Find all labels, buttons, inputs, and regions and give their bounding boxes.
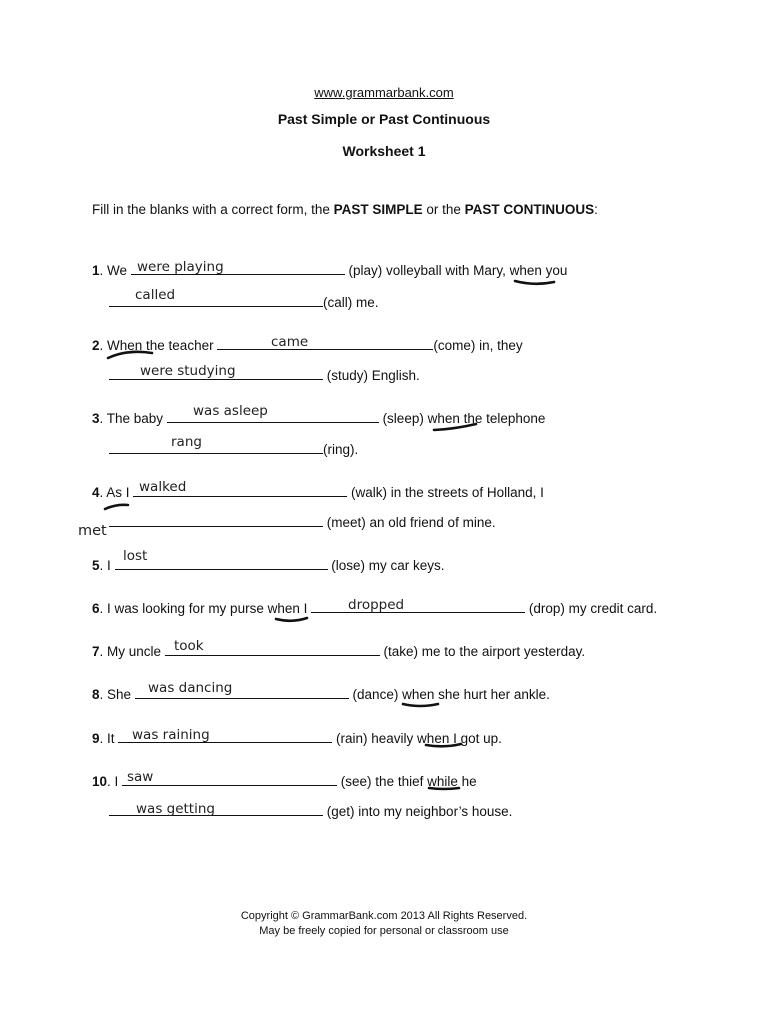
exercise-prompt: . We xyxy=(99,263,131,278)
underline-mark xyxy=(515,281,554,284)
worksheet-title: Past Simple or Past Continuous xyxy=(277,111,491,127)
exercise-number: 3 xyxy=(92,411,100,426)
worksheet-subtitle: Worksheet 1 xyxy=(342,143,426,159)
instructions-term-past-simple: PAST SIMPLE xyxy=(333,202,423,217)
exercise-7 xyxy=(92,643,585,659)
instructions-term-past-continuous: PAST CONTINUOUS xyxy=(464,202,595,217)
website-link[interactable]: www.grammarbank.com xyxy=(314,85,454,100)
exercise-prompt: (walk) in the streets of Holland, I xyxy=(347,485,544,500)
underline-mark xyxy=(276,618,307,621)
exercise-3-line-1 xyxy=(92,410,545,426)
exercise-number: 8 xyxy=(92,687,100,702)
exercise-prompt: . When the teacher xyxy=(99,338,218,353)
handwritten-answer: was raining xyxy=(132,727,210,743)
handwritten-answer: called xyxy=(135,287,176,303)
exercise-prompt: (dance) when she hurt her ankle. xyxy=(348,687,550,702)
handwritten-answer: saw xyxy=(127,769,154,785)
underline-mark xyxy=(403,704,438,706)
exercise-4-line-2 xyxy=(109,514,496,530)
exercise-prompt: . It xyxy=(99,731,119,746)
instructions xyxy=(92,202,598,217)
exercise-prompt: . I xyxy=(99,558,115,573)
exercise-number: 1 xyxy=(92,263,100,278)
handwritten-answer: met xyxy=(78,523,107,539)
exercise-prompt: . I was looking for my purse when I xyxy=(99,601,312,616)
exercise-number: 6 xyxy=(92,601,100,616)
exercise-prompt: (rain) heavily when I got up. xyxy=(332,731,502,746)
underline-mark xyxy=(105,505,128,509)
exercise-prompt: . My uncle xyxy=(99,644,165,659)
exercise-prompt: (lose) my car keys. xyxy=(327,558,445,573)
exercise-number: 9 xyxy=(92,731,100,746)
exercise-prompt: (come) in, they xyxy=(433,338,523,353)
exercise-number: 4 xyxy=(92,485,100,500)
instructions-end: : xyxy=(594,202,598,217)
handwritten-answer: was getting xyxy=(136,801,215,817)
handwritten-answer: was asleep xyxy=(193,403,268,419)
exercise-prompt: (play) volleyball with Mary, when you xyxy=(344,263,568,278)
answer-blank[interactable] xyxy=(122,773,337,786)
copyright-text: Copyright © GrammarBank.com 2013 All Rights Reserved. xyxy=(240,910,528,922)
exercise-number: 5 xyxy=(92,558,100,573)
handwritten-answer: lost xyxy=(123,548,148,564)
exercise-prompt: (take) me to the airport yesterday. xyxy=(379,644,586,659)
handwritten-answer: took xyxy=(174,638,204,654)
instructions-mid: or the xyxy=(422,202,465,217)
exercise-prompt: (ring). xyxy=(323,442,359,457)
handwritten-answer: rang xyxy=(171,434,202,450)
exercise-prompt: . The baby xyxy=(99,411,167,426)
handwritten-answer: was dancing xyxy=(148,680,233,696)
exercise-prompt: (see) the thief while he xyxy=(337,774,477,789)
exercise-prompt: (sleep) when the telephone xyxy=(378,411,546,426)
handwritten-answer: dropped xyxy=(348,597,405,613)
answer-blank[interactable] xyxy=(109,441,323,454)
handwritten-answer: were studying xyxy=(140,363,236,379)
handwritten-answer: were playing xyxy=(137,259,224,275)
handwritten-answer: walked xyxy=(139,479,187,495)
exercise-prompt: (meet) an old friend of mine. xyxy=(323,515,496,530)
usage-note: May be freely copied for personal or classroom use xyxy=(259,925,509,937)
exercise-prompt: (study) English. xyxy=(323,368,420,383)
exercise-prompt: (drop) my credit card. xyxy=(525,601,658,616)
exercise-prompt: . As I xyxy=(99,485,134,500)
exercise-prompt: . I xyxy=(107,774,123,789)
handwritten-answer: came xyxy=(271,334,309,350)
answer-blank[interactable] xyxy=(311,600,525,613)
answer-blank[interactable] xyxy=(109,514,323,527)
exercise-number: 7 xyxy=(92,644,100,659)
instructions-lead: Fill in the blanks with a correct form, the xyxy=(92,202,334,217)
exercise-prompt: (call) me. xyxy=(323,295,379,310)
exercise-3-line-2 xyxy=(109,441,358,457)
exercise-number: 2 xyxy=(92,338,100,353)
exercise-prompt: (get) into my neighbor’s house. xyxy=(323,804,513,819)
exercise-number: 10 xyxy=(92,774,108,789)
answer-blank[interactable] xyxy=(217,337,433,350)
exercise-prompt: . She xyxy=(99,687,135,702)
